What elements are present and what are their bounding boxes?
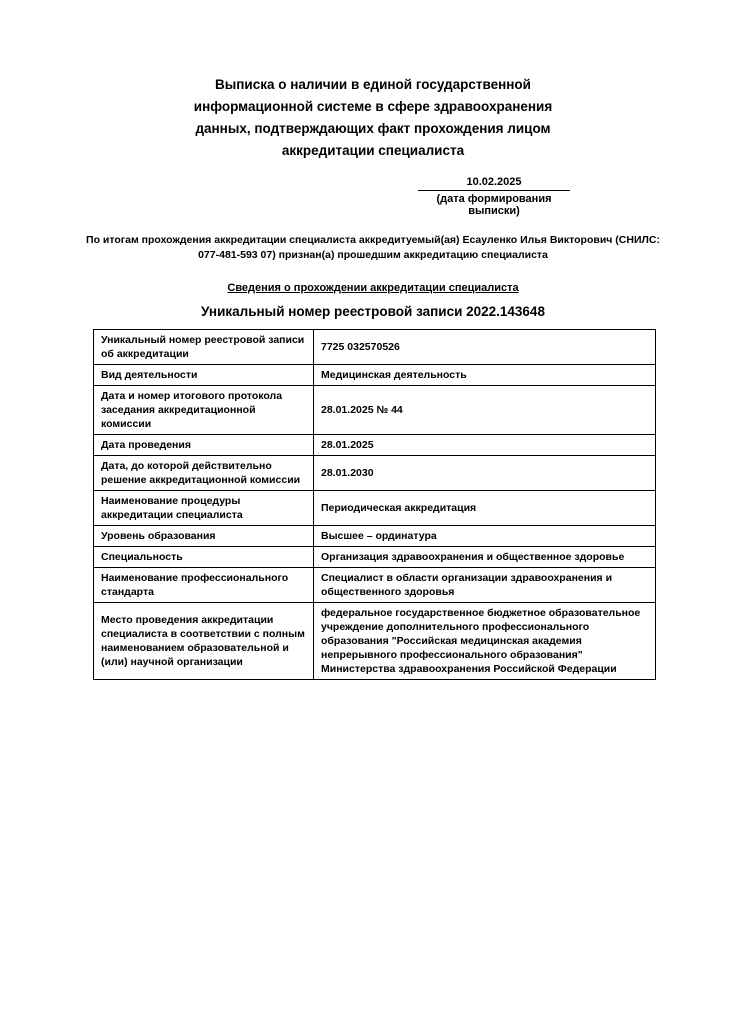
formation-date-value: 10.02.2025 xyxy=(418,176,570,191)
row-label: Дата проведения xyxy=(94,435,314,456)
row-label: Уровень образования xyxy=(94,526,314,547)
table-row-professional-standard xyxy=(94,568,656,603)
table-row-activity-type xyxy=(94,365,656,386)
row-value: 7725 032570526 xyxy=(314,330,656,365)
table-row-education-level xyxy=(94,526,656,547)
row-label: Наименование профессионального стандарта xyxy=(94,568,314,603)
row-value: Медицинская деятельность xyxy=(314,365,656,386)
table-row-specialty xyxy=(94,547,656,568)
table-row-registry-number xyxy=(94,330,656,365)
row-value: Периодическая аккредитация xyxy=(314,491,656,526)
row-value: Специалист в области организации здравоохранения и общественного здоровья xyxy=(314,568,656,603)
row-value: 28.01.2025 № 44 xyxy=(314,386,656,435)
summary-paragraph: По итогам прохождения аккредитации специалиста аккредитуемый(ая) Есауленко Илья Викторович (СНИЛС: 077-481-593 07) признан(а) прошедшим аккредитацию специалиста xyxy=(86,234,660,261)
formation-date-block xyxy=(418,176,570,217)
row-value: 28.01.2025 xyxy=(314,435,656,456)
accreditation-table-body xyxy=(94,330,656,680)
row-value: 28.01.2030 xyxy=(314,456,656,491)
row-value: федеральное государственное бюджетное образовательное учреждение дополнительного профессионального образования "Российская медицинская академия непрерывного профессионального образования" Министерства здравоохранения Российской Федерации xyxy=(314,603,656,680)
row-label: Специальность xyxy=(94,547,314,568)
row-label: Уникальный номер реестровой записи об аккредитации xyxy=(94,330,314,365)
table-row-procedure-name xyxy=(94,491,656,526)
row-value: Организация здравоохранения и общественное здоровье xyxy=(314,547,656,568)
table-row-protocol-date-number xyxy=(94,386,656,435)
table-row-accreditation-place xyxy=(94,603,656,680)
document-title: Выписка о наличии в единой государственной информационной системе в сфере здравоохранения данных, подтверждающих факт прохождения лицом аккредитации специалиста xyxy=(193,77,553,158)
section-heading: Сведения о прохождении аккредитации специалиста xyxy=(227,282,519,294)
registry-number-heading: Уникальный номер реестровой записи 2022.143648 xyxy=(201,304,545,319)
table-row-date-conducted xyxy=(94,435,656,456)
row-label: Дата, до которой действительно решение аккредитационной комиссии xyxy=(94,456,314,491)
row-label: Дата и номер итогового протокола заседания аккредитационной комиссии xyxy=(94,386,314,435)
formation-date-caption: (дата формирования выписки) xyxy=(436,193,552,217)
row-label: Место проведения аккредитации специалиста в соответствии с полным наименованием образовательной и (или) научной организации xyxy=(94,603,314,680)
row-value: Высшее – ординатура xyxy=(314,526,656,547)
accreditation-table xyxy=(93,329,656,680)
table-row-valid-until xyxy=(94,456,656,491)
row-label: Вид деятельности xyxy=(94,365,314,386)
row-label: Наименование процедуры аккредитации специалиста xyxy=(94,491,314,526)
